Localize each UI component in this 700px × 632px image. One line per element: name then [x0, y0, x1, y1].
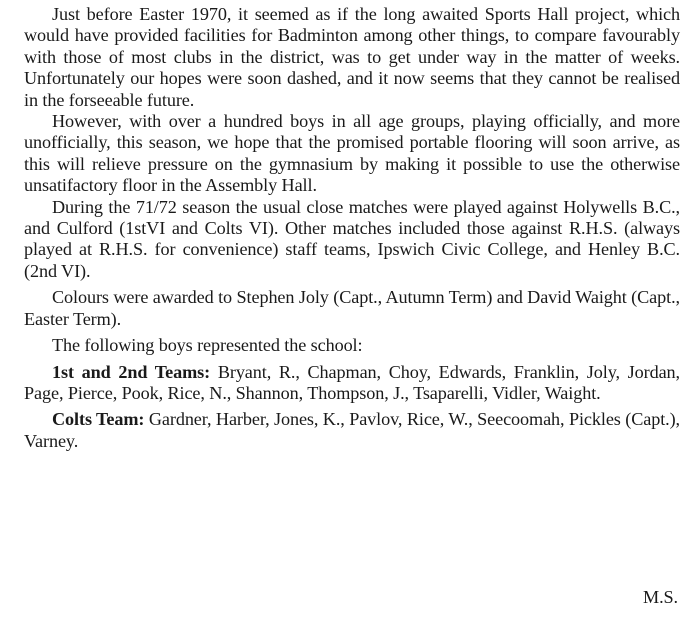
team-list-first-second — [24, 362, 680, 405]
paragraph-portable-flooring: However, with over a hundred boys in all age groups, playing officially, and more unofficially, this season, we hope that the promised portable flooring will soon arrive, as this will relieve pressure on the gymnasium by making it possible to use the otherwise unsatifactory floor in the Assembly Hall. — [24, 111, 680, 196]
team-members-colts: Gardner, Harber, Jones, K., Pavlov, Rice, W., Seecoomah, Pickles (Capt.), Varney. — [24, 409, 681, 451]
team-label-colts: Colts Team: — [52, 409, 145, 430]
paragraph-sports-hall: Just before Easter 1970, it seemed as if the long awaited Sports Hall project, which would have provided facilities for Badminton among other things, to compare favourably with those of most clubs in the district, was to get under way in the matter of weeks. Unfortunately our hopes were soon dashed, and it now seems that they cannot be realised in the forseeable future. — [24, 4, 680, 110]
team-list-colts — [24, 409, 680, 452]
team-members-first-second: Bryant, R., Chapman, Choy, Edwards, Franklin, Joly, Jordan, Page, Pierce, Pook, Rice, N., Shannon, Thompson, J., Tsaparelli, Vidler, Waight. — [24, 361, 680, 403]
team-label-first-second: 1st and 2nd Teams: — [52, 361, 211, 382]
paragraph-colours-awarded: Colours were awarded to Stephen Joly (Capt., Autumn Term) and David Waight (Capt., Easter Term). — [24, 287, 680, 329]
paragraph-season-matches: During the 71/72 season the usual close matches were played against Holywells B.C., and Culford (1stVI and Colts VI). Other matches included those against R.H.S. (always played at R.H.S. for convenience) staff teams, Ipswich Civic College, and Henley B.C. (2nd VI). — [24, 196, 680, 281]
paragraph-represented-intro: The following boys represented the school: — [52, 335, 363, 356]
author-signature: M.S. — [643, 586, 678, 607]
